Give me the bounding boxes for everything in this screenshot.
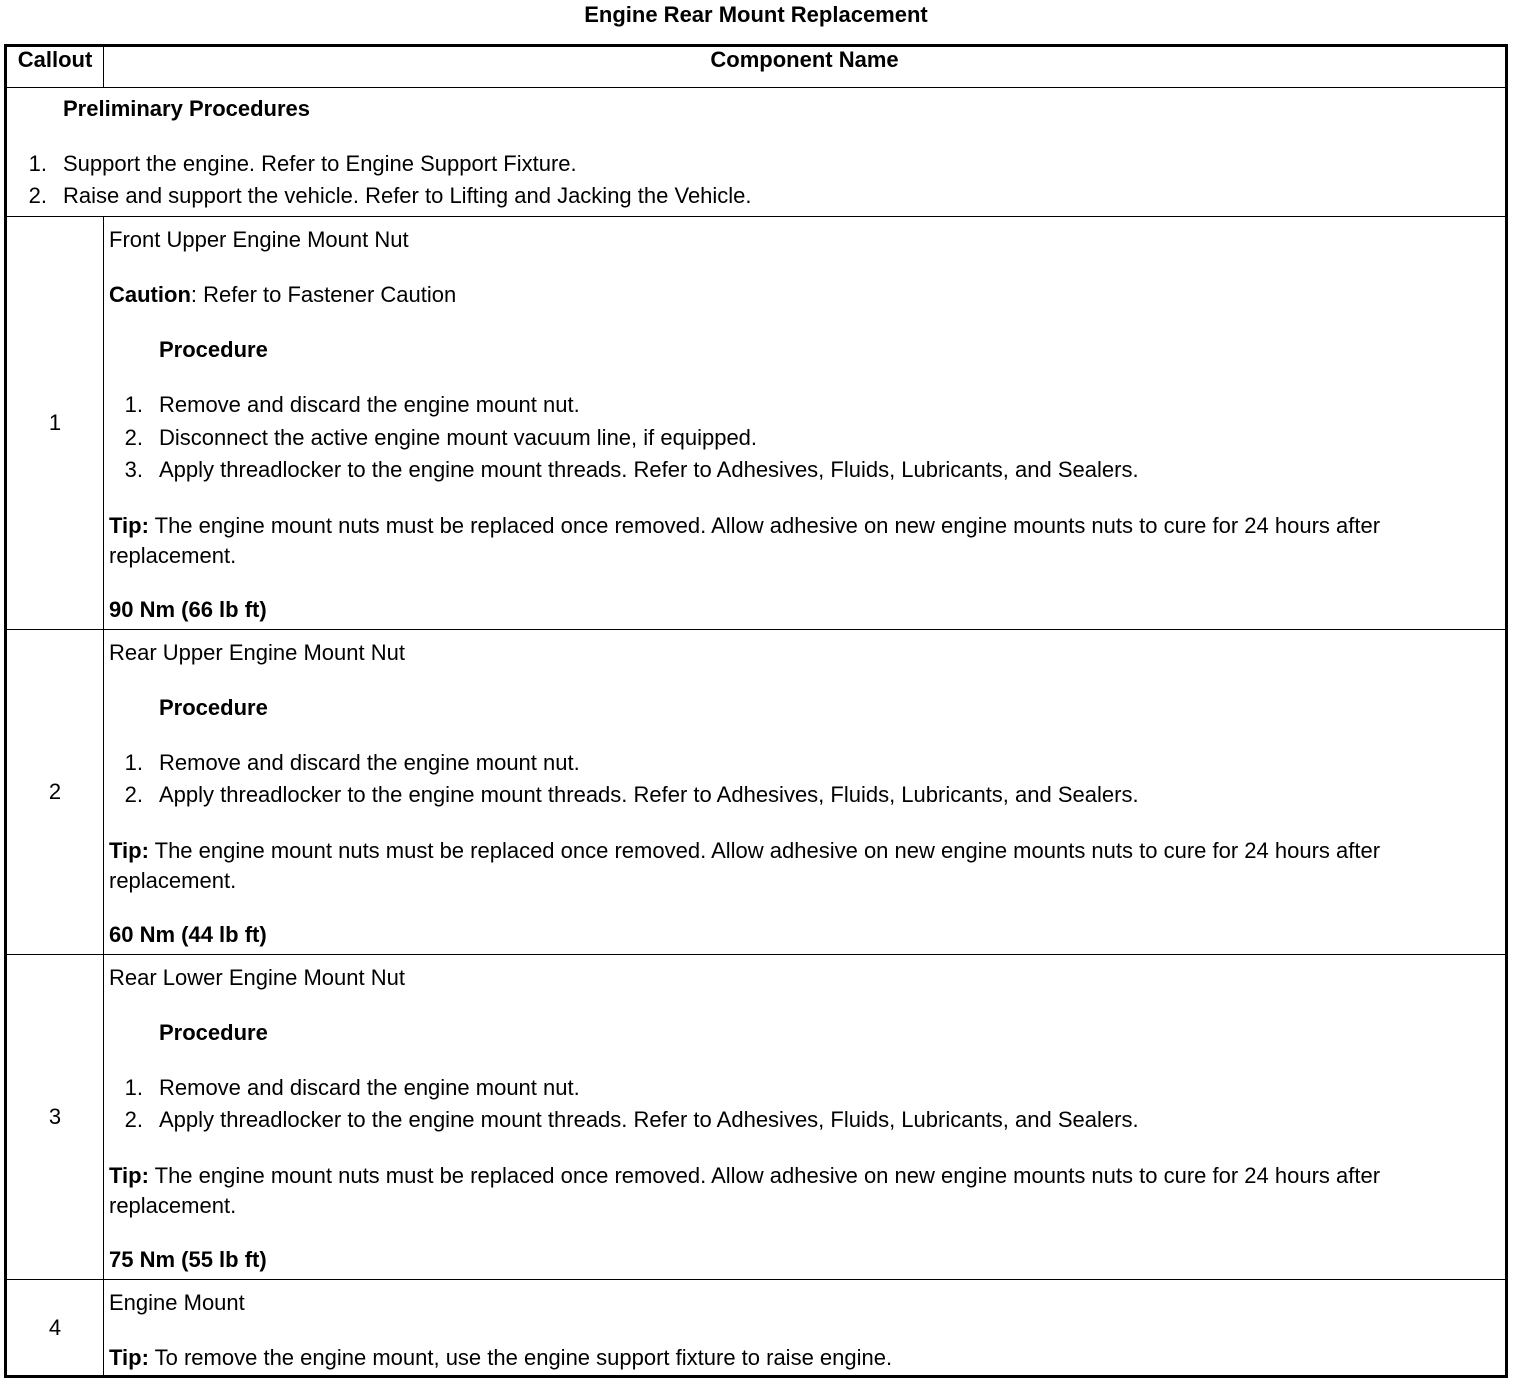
callout-number: 3 [6, 955, 104, 1280]
caution-note [109, 282, 456, 308]
table-row [6, 630, 1507, 955]
header-callout: Callout [6, 46, 104, 88]
preliminary-step-text: Raise and support the vehicle. Refer to Lifting and Jacking the Vehicle. [63, 183, 752, 208]
tip-text: To remove the engine mount, use the engine support fixture to raise engine. [148, 1345, 893, 1370]
callout-number: 1 [6, 217, 104, 630]
tip-note [109, 1161, 1504, 1221]
torque-spec: 90 Nm (66 lb ft) [109, 597, 267, 622]
tip-label: Tip: [109, 1345, 149, 1370]
preliminary-heading: Preliminary Procedures [63, 96, 311, 121]
step-number: 1. [124, 392, 143, 417]
step-text: Remove and discard the engine mount nut. [159, 750, 580, 775]
torque-spec: 75 Nm (55 lb ft) [109, 1247, 267, 1272]
step-number: 2. [124, 782, 143, 807]
step-number: 1. [124, 750, 143, 775]
document-title: Engine Rear Mount Replacement [584, 2, 928, 27]
procedure-heading: Procedure [159, 1020, 268, 1045]
preliminary-step-text: Support the engine. Refer to Engine Support Fixture. [63, 151, 577, 176]
step-number: 1. [124, 1075, 143, 1100]
procedure-heading: Procedure [159, 695, 268, 720]
tip-note [109, 836, 1504, 896]
tip-text: The engine mount nuts must be replaced once removed. Allow adhesive on new engine mounts nuts to cure for 24 hours after replacement. [109, 838, 1381, 893]
tip-label: Tip: [109, 1163, 149, 1188]
component-name: Engine Mount [109, 1290, 245, 1315]
component-name: Front Upper Engine Mount Nut [109, 227, 409, 252]
tip-text: The engine mount nuts must be replaced once removed. Allow adhesive on new engine mounts nuts to cure for 24 hours after replacement. [109, 1163, 1381, 1218]
component-cell [104, 955, 1507, 1280]
tip-label: Tip: [109, 513, 149, 538]
procedure-heading: Procedure [159, 337, 268, 362]
step-number: 3. [124, 457, 143, 482]
component-cell [104, 630, 1507, 955]
torque-spec: 60 Nm (44 lb ft) [109, 922, 267, 947]
step-text: Apply threadlocker to the engine mount threads. Refer to Adhesives, Fluids, Lubricants, and Sealers. [159, 1107, 1139, 1132]
component-name: Rear Lower Engine Mount Nut [109, 965, 405, 990]
tip-note [109, 511, 1504, 571]
caution-text: : Refer to Fastener Caution [190, 282, 457, 307]
header-component-name: Component Name [104, 46, 1507, 88]
preliminary-row [6, 88, 1507, 217]
callout-number: 2 [6, 630, 104, 955]
preliminary-cell [6, 88, 1507, 217]
caution-label: Caution [109, 282, 191, 307]
component-cell [104, 217, 1507, 630]
component-cell [104, 1280, 1507, 1377]
step-text: Apply threadlocker to the engine mount threads. Refer to Adhesives, Fluids, Lubricants, and Sealers. [159, 457, 1139, 482]
component-name: Rear Upper Engine Mount Nut [109, 640, 405, 665]
preliminary-step-number: 2. [28, 183, 47, 208]
step-number: 2. [124, 1107, 143, 1132]
table-header-row [6, 46, 1507, 88]
step-number: 2. [124, 425, 143, 450]
table-row [6, 1280, 1507, 1377]
step-text: Remove and discard the engine mount nut. [159, 1075, 580, 1100]
tip-text: The engine mount nuts must be replaced once removed. Allow adhesive on new engine mounts nuts to cure for 24 hours after replacement. [109, 513, 1381, 568]
step-text: Remove and discard the engine mount nut. [159, 392, 580, 417]
preliminary-step-number: 1. [28, 151, 47, 176]
table-row [6, 955, 1507, 1280]
tip-note [109, 1345, 892, 1371]
procedure-table [4, 44, 1508, 1378]
step-text: Apply threadlocker to the engine mount threads. Refer to Adhesives, Fluids, Lubricants, and Sealers. [159, 782, 1139, 807]
tip-label: Tip: [109, 838, 149, 863]
table-row [6, 217, 1507, 630]
step-text: Disconnect the active engine mount vacuum line, if equipped. [159, 425, 758, 450]
callout-number: 4 [6, 1280, 104, 1377]
